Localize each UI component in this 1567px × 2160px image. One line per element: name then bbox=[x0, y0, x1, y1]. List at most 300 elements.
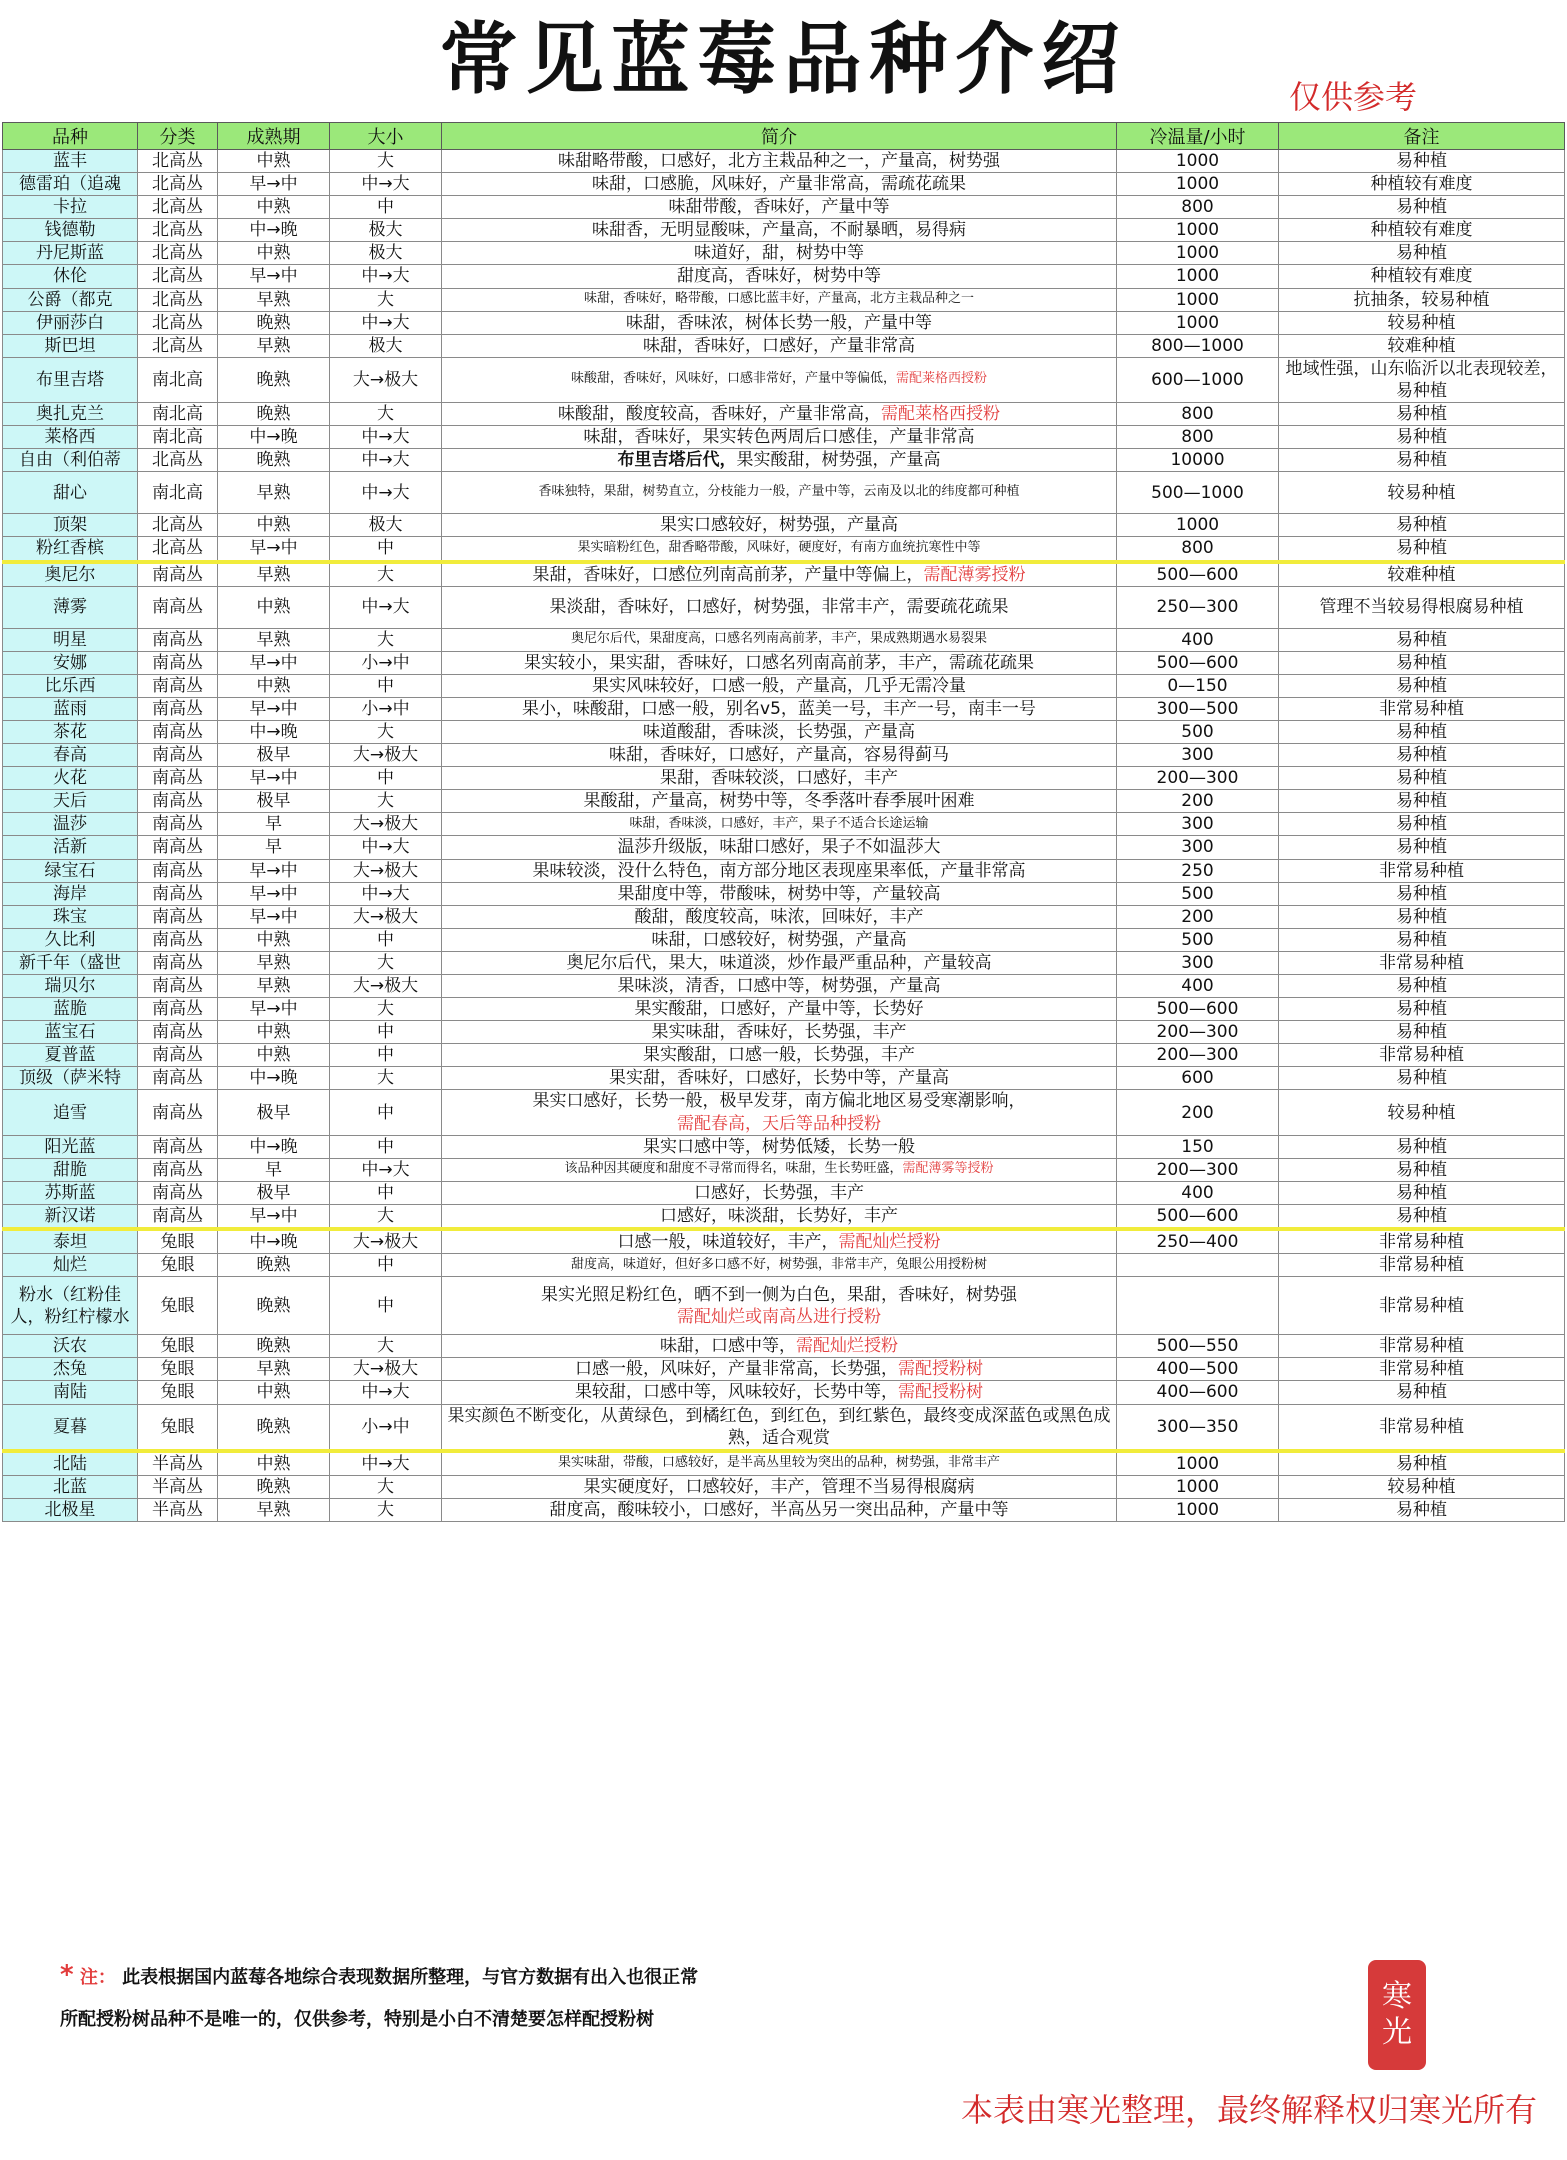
table-row bbox=[3, 265, 1565, 288]
cell-variety: 斯巴坦 bbox=[3, 334, 138, 357]
cell-ripening: 晚熟 bbox=[218, 1475, 330, 1498]
cell-ripening: 中熟 bbox=[218, 514, 330, 537]
cell-chill-hours: 500—600 bbox=[1117, 1204, 1279, 1229]
cell-description bbox=[442, 1229, 1117, 1254]
cell-ripening: 早 bbox=[218, 836, 330, 859]
description-text: 果实甜，香味好，口感好，长势中等，产量高 bbox=[609, 1068, 949, 1089]
cell-category: 半高丛 bbox=[138, 1451, 218, 1476]
description-text: 甜度高，香味好，树势中等 bbox=[677, 266, 881, 287]
cell-variety: 北陆 bbox=[3, 1451, 138, 1476]
table-row bbox=[3, 1451, 1565, 1476]
description-text: 味甜，口感脆，风味好，产量非常高，需疏花疏果 bbox=[592, 174, 966, 195]
cell-chill-hours: 800 bbox=[1117, 403, 1279, 426]
cell-category: 北高丛 bbox=[138, 537, 218, 562]
description-text: 奥尼尔后代，果甜度高，口感名列南高前茅，丰产，果成熟期遇水易裂果 bbox=[570, 631, 987, 647]
cell-notes: 易种植 bbox=[1279, 1135, 1565, 1158]
cell-variety: 南陆 bbox=[3, 1381, 138, 1404]
table-row bbox=[3, 357, 1565, 402]
cell-variety: 追雪 bbox=[3, 1090, 138, 1135]
table-row bbox=[3, 674, 1565, 697]
description-text: 味甜，香味淡，口感好，丰产，果子不适合长途运输 bbox=[629, 815, 929, 831]
description-text: 果较甜，口感中等，风味较好，长势中等， bbox=[575, 1382, 898, 1403]
cell-description bbox=[442, 265, 1117, 288]
cell-size: 大→极大 bbox=[330, 1358, 442, 1381]
cell-category: 南高丛 bbox=[138, 998, 218, 1021]
cell-variety: 奥尼尔 bbox=[3, 562, 138, 587]
table-row bbox=[3, 173, 1565, 196]
pollination-note: 需配薄雾等授粉 bbox=[902, 1161, 994, 1177]
cell-size: 中 bbox=[330, 674, 442, 697]
pollination-note: 需配薄雾授粉 bbox=[923, 564, 1026, 585]
cell-notes: 较易种植 bbox=[1279, 472, 1565, 514]
header-notes: 备注 bbox=[1279, 123, 1565, 150]
cell-variety: 比乐西 bbox=[3, 674, 138, 697]
cell-ripening: 早熟 bbox=[218, 1358, 330, 1381]
cell-ripening: 极早 bbox=[218, 1181, 330, 1204]
cell-ripening: 中熟 bbox=[218, 1381, 330, 1404]
cell-size: 中 bbox=[330, 767, 442, 790]
cell-ripening: 晚熟 bbox=[218, 1335, 330, 1358]
table-row bbox=[3, 628, 1565, 651]
cell-notes: 易种植 bbox=[1279, 1021, 1565, 1044]
cell-category: 南高丛 bbox=[138, 767, 218, 790]
cell-ripening: 早→中 bbox=[218, 173, 330, 196]
cell-category: 北高丛 bbox=[138, 514, 218, 537]
cell-ripening: 中→晚 bbox=[218, 1135, 330, 1158]
description-text: 味甜，口感较好，树势强，产量高 bbox=[651, 929, 907, 950]
cell-category: 兔眼 bbox=[138, 1335, 218, 1358]
cell-description bbox=[442, 767, 1117, 790]
cell-ripening: 早熟 bbox=[218, 472, 330, 514]
table-row bbox=[3, 651, 1565, 674]
cell-chill-hours: 200—300 bbox=[1117, 1044, 1279, 1067]
table-row bbox=[3, 928, 1565, 951]
cell-variety: 灿烂 bbox=[3, 1254, 138, 1277]
cell-category: 南高丛 bbox=[138, 813, 218, 836]
description-text: 果实酸甜，树势强，产量高 bbox=[736, 450, 941, 471]
cell-variety: 火花 bbox=[3, 767, 138, 790]
cell-size: 大 bbox=[330, 998, 442, 1021]
cell-notes: 非常易种植 bbox=[1279, 951, 1565, 974]
cell-ripening: 中→晚 bbox=[218, 1229, 330, 1254]
cell-chill-hours: 600 bbox=[1117, 1067, 1279, 1090]
cell-chill-hours: 1000 bbox=[1117, 514, 1279, 537]
cell-ripening: 极早 bbox=[218, 1090, 330, 1135]
cell-notes: 易种植 bbox=[1279, 674, 1565, 697]
description-text: 果实暗粉红色，甜香略带酸，风味好，硬度好，有南方血统抗寒性中等 bbox=[577, 540, 981, 555]
table-row bbox=[3, 1181, 1565, 1204]
cell-chill-hours: 1000 bbox=[1117, 311, 1279, 334]
cell-notes: 种植较有难度 bbox=[1279, 265, 1565, 288]
description-text: 果实光照足粉红色，晒不到一侧为白色，果甜，香味好，树势强 bbox=[541, 1284, 1017, 1305]
cell-variety: 海岸 bbox=[3, 882, 138, 905]
description-text: 香味独特，果甜，树势直立，分枝能力一般，产量中等，云南及以北的纬度都可种植 bbox=[538, 484, 1020, 500]
cell-description bbox=[442, 219, 1117, 242]
table-row bbox=[3, 951, 1565, 974]
cell-variety: 北极星 bbox=[3, 1498, 138, 1521]
cell-ripening: 早 bbox=[218, 813, 330, 836]
cell-variety: 春高 bbox=[3, 744, 138, 767]
cell-size: 大 bbox=[330, 1335, 442, 1358]
cell-size: 中→大 bbox=[330, 1381, 442, 1404]
table-row bbox=[3, 403, 1565, 426]
cell-size: 大 bbox=[330, 403, 442, 426]
page-subtitle: 仅供参考 bbox=[1288, 78, 1417, 116]
cell-variety: 天后 bbox=[3, 790, 138, 813]
pollination-note: 需配春高，天后等品种授粉 bbox=[677, 1113, 881, 1134]
cell-variety: 明星 bbox=[3, 628, 138, 651]
cell-category: 南高丛 bbox=[138, 674, 218, 697]
footer-note-2: 所配授粉树品种不是唯一的，仅供参考，特别是小白不清楚要怎样配授粉树 bbox=[60, 2009, 654, 2030]
cell-variety: 蓝丰 bbox=[3, 150, 138, 173]
cell-notes: 种植较有难度 bbox=[1279, 219, 1565, 242]
table-row bbox=[3, 426, 1565, 449]
header-category: 分类 bbox=[138, 123, 218, 150]
cell-size: 大 bbox=[330, 1475, 442, 1498]
description-text: 甜度高，味道好，但好多口感不好，树势强，非常丰产，兔眼公用授粉树 bbox=[570, 1256, 987, 1272]
cell-size: 大 bbox=[330, 288, 442, 311]
table-row bbox=[3, 1335, 1565, 1358]
cell-category: 北高丛 bbox=[138, 288, 218, 311]
cell-category: 南高丛 bbox=[138, 1044, 218, 1067]
table-row bbox=[3, 1498, 1565, 1521]
cell-chill-hours: 200 bbox=[1117, 790, 1279, 813]
cell-category: 北高丛 bbox=[138, 449, 218, 472]
cell-chill-hours: 1000 bbox=[1117, 150, 1279, 173]
cell-ripening: 早熟 bbox=[218, 628, 330, 651]
cell-variety: 休伦 bbox=[3, 265, 138, 288]
cell-notes: 易种植 bbox=[1279, 767, 1565, 790]
seal-char-2: 光 bbox=[1382, 2015, 1412, 2050]
cell-description bbox=[442, 859, 1117, 882]
cell-category: 南高丛 bbox=[138, 1135, 218, 1158]
cell-description bbox=[442, 674, 1117, 697]
cell-size: 中→大 bbox=[330, 1451, 442, 1476]
cell-category: 南高丛 bbox=[138, 882, 218, 905]
description-text: 果实颜色不断变化，从黄绿色，到橘红色，到红色，到红紫色，最终变成深蓝色或黑色成熟，适合观赏 bbox=[447, 1405, 1111, 1448]
cell-size: 大 bbox=[330, 1204, 442, 1229]
cell-variety: 安娜 bbox=[3, 651, 138, 674]
cell-description bbox=[442, 242, 1117, 265]
description-text: 果味淡，清香，口感中等，树势强，产量高 bbox=[617, 976, 941, 996]
pollination-note: 需配灿烂或南高丛进行授粉 bbox=[677, 1306, 881, 1327]
description-text: 味甜，香味浓，树体长势一般，产量中等 bbox=[626, 312, 932, 333]
cell-description bbox=[442, 1358, 1117, 1381]
table-row bbox=[3, 1475, 1565, 1498]
cell-category: 兔眼 bbox=[138, 1277, 218, 1335]
cell-ripening: 中熟 bbox=[218, 1021, 330, 1044]
cell-variety: 沃农 bbox=[3, 1335, 138, 1358]
description-text: 果小，味酸甜，口感一般，别名v5，蓝美一号，丰产一号，南丰一号 bbox=[522, 698, 1036, 719]
table-row bbox=[3, 1044, 1565, 1067]
cell-ripening: 晚熟 bbox=[218, 1277, 330, 1335]
cell-category: 南高丛 bbox=[138, 836, 218, 859]
cell-variety: 珠宝 bbox=[3, 905, 138, 928]
cell-variety: 夏暮 bbox=[3, 1404, 138, 1451]
description-text: 果甜度中等，带酸味，树势中等，产量较高 bbox=[617, 883, 941, 904]
cell-chill-hours: 500—600 bbox=[1117, 651, 1279, 674]
cell-category: 北高丛 bbox=[138, 334, 218, 357]
cell-description bbox=[442, 311, 1117, 334]
cell-category: 北高丛 bbox=[138, 173, 218, 196]
description-text: 味甜，香味好，果实转色两周后口感佳，产量非常高 bbox=[583, 427, 975, 448]
cell-size: 大→极大 bbox=[330, 357, 442, 402]
description-text: 果酸甜，产量高，树势中等，冬季落叶春季展叶困难 bbox=[583, 791, 975, 812]
description-text: 味道酸甜，香味淡，长势强，产量高 bbox=[643, 721, 915, 742]
cell-notes: 种植较有难度 bbox=[1279, 173, 1565, 196]
table-row bbox=[3, 150, 1565, 173]
cell-variety: 新汉诺 bbox=[3, 1204, 138, 1229]
cell-category: 兔眼 bbox=[138, 1254, 218, 1277]
cell-ripening: 中→晚 bbox=[218, 219, 330, 242]
cell-notes: 易种植 bbox=[1279, 744, 1565, 767]
cell-chill-hours: 1000 bbox=[1117, 288, 1279, 311]
cell-variety: 茶花 bbox=[3, 720, 138, 743]
cell-ripening: 早 bbox=[218, 1158, 330, 1181]
seal-char-1: 寒 bbox=[1382, 1979, 1412, 2014]
cell-variety: 蓝宝石 bbox=[3, 1021, 138, 1044]
cell-notes: 非常易种植 bbox=[1279, 1277, 1565, 1335]
cell-category: 兔眼 bbox=[138, 1404, 218, 1451]
cell-chill-hours: 800 bbox=[1117, 196, 1279, 219]
cell-ripening: 中熟 bbox=[218, 1044, 330, 1067]
cell-size: 大 bbox=[330, 628, 442, 651]
cell-ripening: 中熟 bbox=[218, 1451, 330, 1476]
cell-category: 半高丛 bbox=[138, 1498, 218, 1521]
cell-notes: 非常易种植 bbox=[1279, 1404, 1565, 1451]
cell-category: 南高丛 bbox=[138, 720, 218, 743]
table-row bbox=[3, 882, 1565, 905]
cell-notes: 较易种植 bbox=[1279, 1090, 1565, 1135]
cell-variety: 瑞贝尔 bbox=[3, 975, 138, 998]
cell-size: 大 bbox=[330, 150, 442, 173]
cell-size: 大 bbox=[330, 562, 442, 587]
cell-description bbox=[442, 173, 1117, 196]
table-row bbox=[3, 1381, 1565, 1404]
cell-size: 中 bbox=[330, 1181, 442, 1204]
cell-notes: 易种植 bbox=[1279, 1158, 1565, 1181]
cell-ripening: 早→中 bbox=[218, 265, 330, 288]
cell-category: 北高丛 bbox=[138, 242, 218, 265]
description-text: 果甜，香味好，口感位列南高前茅，产量中等偏上， bbox=[532, 564, 924, 585]
cell-ripening: 早熟 bbox=[218, 334, 330, 357]
description-text: 果甜，香味较淡，口感好，丰产 bbox=[660, 768, 898, 789]
cell-variety: 卡拉 bbox=[3, 196, 138, 219]
description-text: 味甜香，无明显酸味，产量高，不耐暴晒，易得病 bbox=[592, 220, 966, 241]
table-row bbox=[3, 1404, 1565, 1451]
header-size: 大小 bbox=[330, 123, 442, 150]
cell-description bbox=[442, 813, 1117, 836]
table-row bbox=[3, 1135, 1565, 1158]
cell-ripening: 中熟 bbox=[218, 242, 330, 265]
cell-chill-hours: 0—150 bbox=[1117, 674, 1279, 697]
table-row bbox=[3, 836, 1565, 859]
cell-variety: 绿宝石 bbox=[3, 859, 138, 882]
cell-variety: 自由（利伯蒂 bbox=[3, 449, 138, 472]
cell-notes: 较易种植 bbox=[1279, 1475, 1565, 1498]
table-row bbox=[3, 537, 1565, 562]
description-text: 该品种因其硬度和甜度不寻常而得名，味甜，生长势旺盛， bbox=[564, 1161, 903, 1177]
pollination-note: 需配灿烂授粉 bbox=[796, 1336, 898, 1357]
cell-chill-hours: 800—1000 bbox=[1117, 334, 1279, 357]
cell-variety: 久比利 bbox=[3, 928, 138, 951]
cell-variety: 粉红香槟 bbox=[3, 537, 138, 562]
cell-chill-hours: 300 bbox=[1117, 744, 1279, 767]
cell-chill-hours: 500—600 bbox=[1117, 562, 1279, 587]
cell-description bbox=[442, 196, 1117, 219]
description-text: 果味较淡，没什么特色，南方部分地区表现座果率低，产量非常高 bbox=[532, 860, 1026, 881]
cell-category: 南高丛 bbox=[138, 628, 218, 651]
cell-category: 南高丛 bbox=[138, 562, 218, 587]
description-text: 口感一般，味道较好，丰产， bbox=[617, 1232, 839, 1253]
cell-description bbox=[442, 1254, 1117, 1277]
cell-size: 中 bbox=[330, 1135, 442, 1158]
cell-ripening: 中→晚 bbox=[218, 1067, 330, 1090]
cell-notes: 易种植 bbox=[1279, 813, 1565, 836]
cell-ripening: 中熟 bbox=[218, 150, 330, 173]
cell-category: 北高丛 bbox=[138, 150, 218, 173]
cell-notes: 非常易种植 bbox=[1279, 859, 1565, 882]
description-text: 果淡甜，香味好，口感好，树势强，非常丰产，需要疏花疏果 bbox=[549, 597, 1009, 618]
cell-variety: 布里吉塔 bbox=[3, 357, 138, 402]
table-row bbox=[3, 975, 1565, 998]
cell-description bbox=[442, 150, 1117, 173]
cell-size: 中→大 bbox=[330, 311, 442, 334]
cell-variety: 伊丽莎白 bbox=[3, 311, 138, 334]
cell-variety: 粉水（红粉佳人，粉红柠檬水 bbox=[3, 1277, 138, 1335]
cell-category: 南高丛 bbox=[138, 1181, 218, 1204]
cell-notes: 易种植 bbox=[1279, 196, 1565, 219]
cell-size: 中 bbox=[330, 928, 442, 951]
cell-notes: 易种植 bbox=[1279, 790, 1565, 813]
description-text: 果实较小，果实甜，香味好，口感名列南高前茅，丰产，需疏花疏果 bbox=[524, 652, 1034, 673]
cell-size: 大→极大 bbox=[330, 744, 442, 767]
cell-variety: 泰坦 bbox=[3, 1229, 138, 1254]
cell-notes: 易种植 bbox=[1279, 1498, 1565, 1521]
cell-size: 中 bbox=[330, 1254, 442, 1277]
cell-size: 极大 bbox=[330, 334, 442, 357]
cell-description bbox=[442, 1135, 1117, 1158]
cell-size: 中→大 bbox=[330, 836, 442, 859]
cell-notes: 易种植 bbox=[1279, 449, 1565, 472]
cell-size: 大→极大 bbox=[330, 905, 442, 928]
cell-notes: 易种植 bbox=[1279, 426, 1565, 449]
description-text: 口感好，长势强，丰产 bbox=[694, 1182, 864, 1203]
cell-category: 南高丛 bbox=[138, 928, 218, 951]
table-row bbox=[3, 219, 1565, 242]
table-row bbox=[3, 1021, 1565, 1044]
cell-size: 中→大 bbox=[330, 472, 442, 514]
table-row bbox=[3, 449, 1565, 472]
cell-description bbox=[442, 1451, 1117, 1476]
cell-ripening: 晚熟 bbox=[218, 1404, 330, 1451]
cell-variety: 蓝雨 bbox=[3, 697, 138, 720]
description-text: 果实硬度好，口感较好，丰产，管理不当易得根腐病 bbox=[583, 1476, 975, 1497]
footer-label: 注： bbox=[79, 1967, 116, 1988]
cell-chill-hours: 400—600 bbox=[1117, 1381, 1279, 1404]
pollination-note: 需配灿烂授粉 bbox=[838, 1232, 941, 1253]
cell-size: 中 bbox=[330, 1044, 442, 1067]
cell-chill-hours: 800 bbox=[1117, 537, 1279, 562]
cell-notes: 易种植 bbox=[1279, 928, 1565, 951]
cell-notes: 易种植 bbox=[1279, 403, 1565, 426]
cell-notes: 易种植 bbox=[1279, 905, 1565, 928]
cell-description bbox=[442, 1498, 1117, 1521]
header-variety: 品种 bbox=[3, 123, 138, 150]
table-row bbox=[3, 998, 1565, 1021]
cell-description bbox=[442, 537, 1117, 562]
cell-description bbox=[442, 1381, 1117, 1404]
variety-table bbox=[2, 122, 1565, 1522]
cell-ripening: 中熟 bbox=[218, 196, 330, 219]
cell-category: 南高丛 bbox=[138, 951, 218, 974]
cell-chill-hours: 500—1000 bbox=[1117, 472, 1279, 514]
description-text: 口感好，味淡甜，长势好，丰产 bbox=[660, 1205, 898, 1226]
description-text: 果实口感中等，树势低矮，长势一般 bbox=[643, 1136, 915, 1157]
table-row bbox=[3, 472, 1565, 514]
pollination-note: 需配莱格西授粉 bbox=[881, 404, 1000, 425]
cell-chill-hours: 250—400 bbox=[1117, 1229, 1279, 1254]
cell-description bbox=[442, 975, 1117, 998]
cell-description bbox=[442, 1158, 1117, 1181]
table-row bbox=[3, 1090, 1565, 1135]
cell-size: 中 bbox=[330, 537, 442, 562]
cell-notes: 易种植 bbox=[1279, 836, 1565, 859]
cell-chill-hours: 500 bbox=[1117, 882, 1279, 905]
cell-size: 大 bbox=[330, 951, 442, 974]
cell-description bbox=[442, 697, 1117, 720]
cell-category: 兔眼 bbox=[138, 1229, 218, 1254]
cell-notes: 较难种植 bbox=[1279, 562, 1565, 587]
cell-size: 大→极大 bbox=[330, 975, 442, 998]
cell-notes: 非常易种植 bbox=[1279, 1229, 1565, 1254]
cell-notes: 易种植 bbox=[1279, 1381, 1565, 1404]
cell-variety: 夏普蓝 bbox=[3, 1044, 138, 1067]
description-text: 果实味甜，香味好，长势强，丰产 bbox=[651, 1022, 907, 1043]
cell-size: 中→大 bbox=[330, 265, 442, 288]
cell-category: 北高丛 bbox=[138, 196, 218, 219]
cell-size: 小→中 bbox=[330, 1404, 442, 1451]
cell-variety: 奥扎克兰 bbox=[3, 403, 138, 426]
cell-chill-hours: 300 bbox=[1117, 836, 1279, 859]
cell-notes: 易种植 bbox=[1279, 1181, 1565, 1204]
cell-chill-hours: 200—300 bbox=[1117, 1158, 1279, 1181]
cell-size: 小→中 bbox=[330, 697, 442, 720]
cell-category: 南高丛 bbox=[138, 1067, 218, 1090]
table-row bbox=[3, 697, 1565, 720]
cell-variety: 蓝脆 bbox=[3, 998, 138, 1021]
table-row bbox=[3, 1067, 1565, 1090]
cell-variety: 阳光蓝 bbox=[3, 1135, 138, 1158]
cell-description bbox=[442, 651, 1117, 674]
description-text: 味甜略带酸，口感好，北方主栽品种之一，产量高，树势强 bbox=[558, 151, 1000, 171]
cell-description bbox=[442, 288, 1117, 311]
table-row bbox=[3, 859, 1565, 882]
cell-description bbox=[442, 1404, 1117, 1451]
cell-chill-hours: 1000 bbox=[1117, 219, 1279, 242]
cell-category: 南高丛 bbox=[138, 859, 218, 882]
cell-notes: 易种植 bbox=[1279, 1067, 1565, 1090]
cell-chill-hours: 1000 bbox=[1117, 265, 1279, 288]
cell-category: 南高丛 bbox=[138, 1204, 218, 1229]
cell-ripening: 晚熟 bbox=[218, 1254, 330, 1277]
cell-size: 极大 bbox=[330, 514, 442, 537]
table-row bbox=[3, 586, 1565, 628]
cell-variety: 甜脆 bbox=[3, 1158, 138, 1181]
cell-category: 北高丛 bbox=[138, 219, 218, 242]
cell-ripening: 中熟 bbox=[218, 586, 330, 628]
cell-size: 中 bbox=[330, 1277, 442, 1335]
